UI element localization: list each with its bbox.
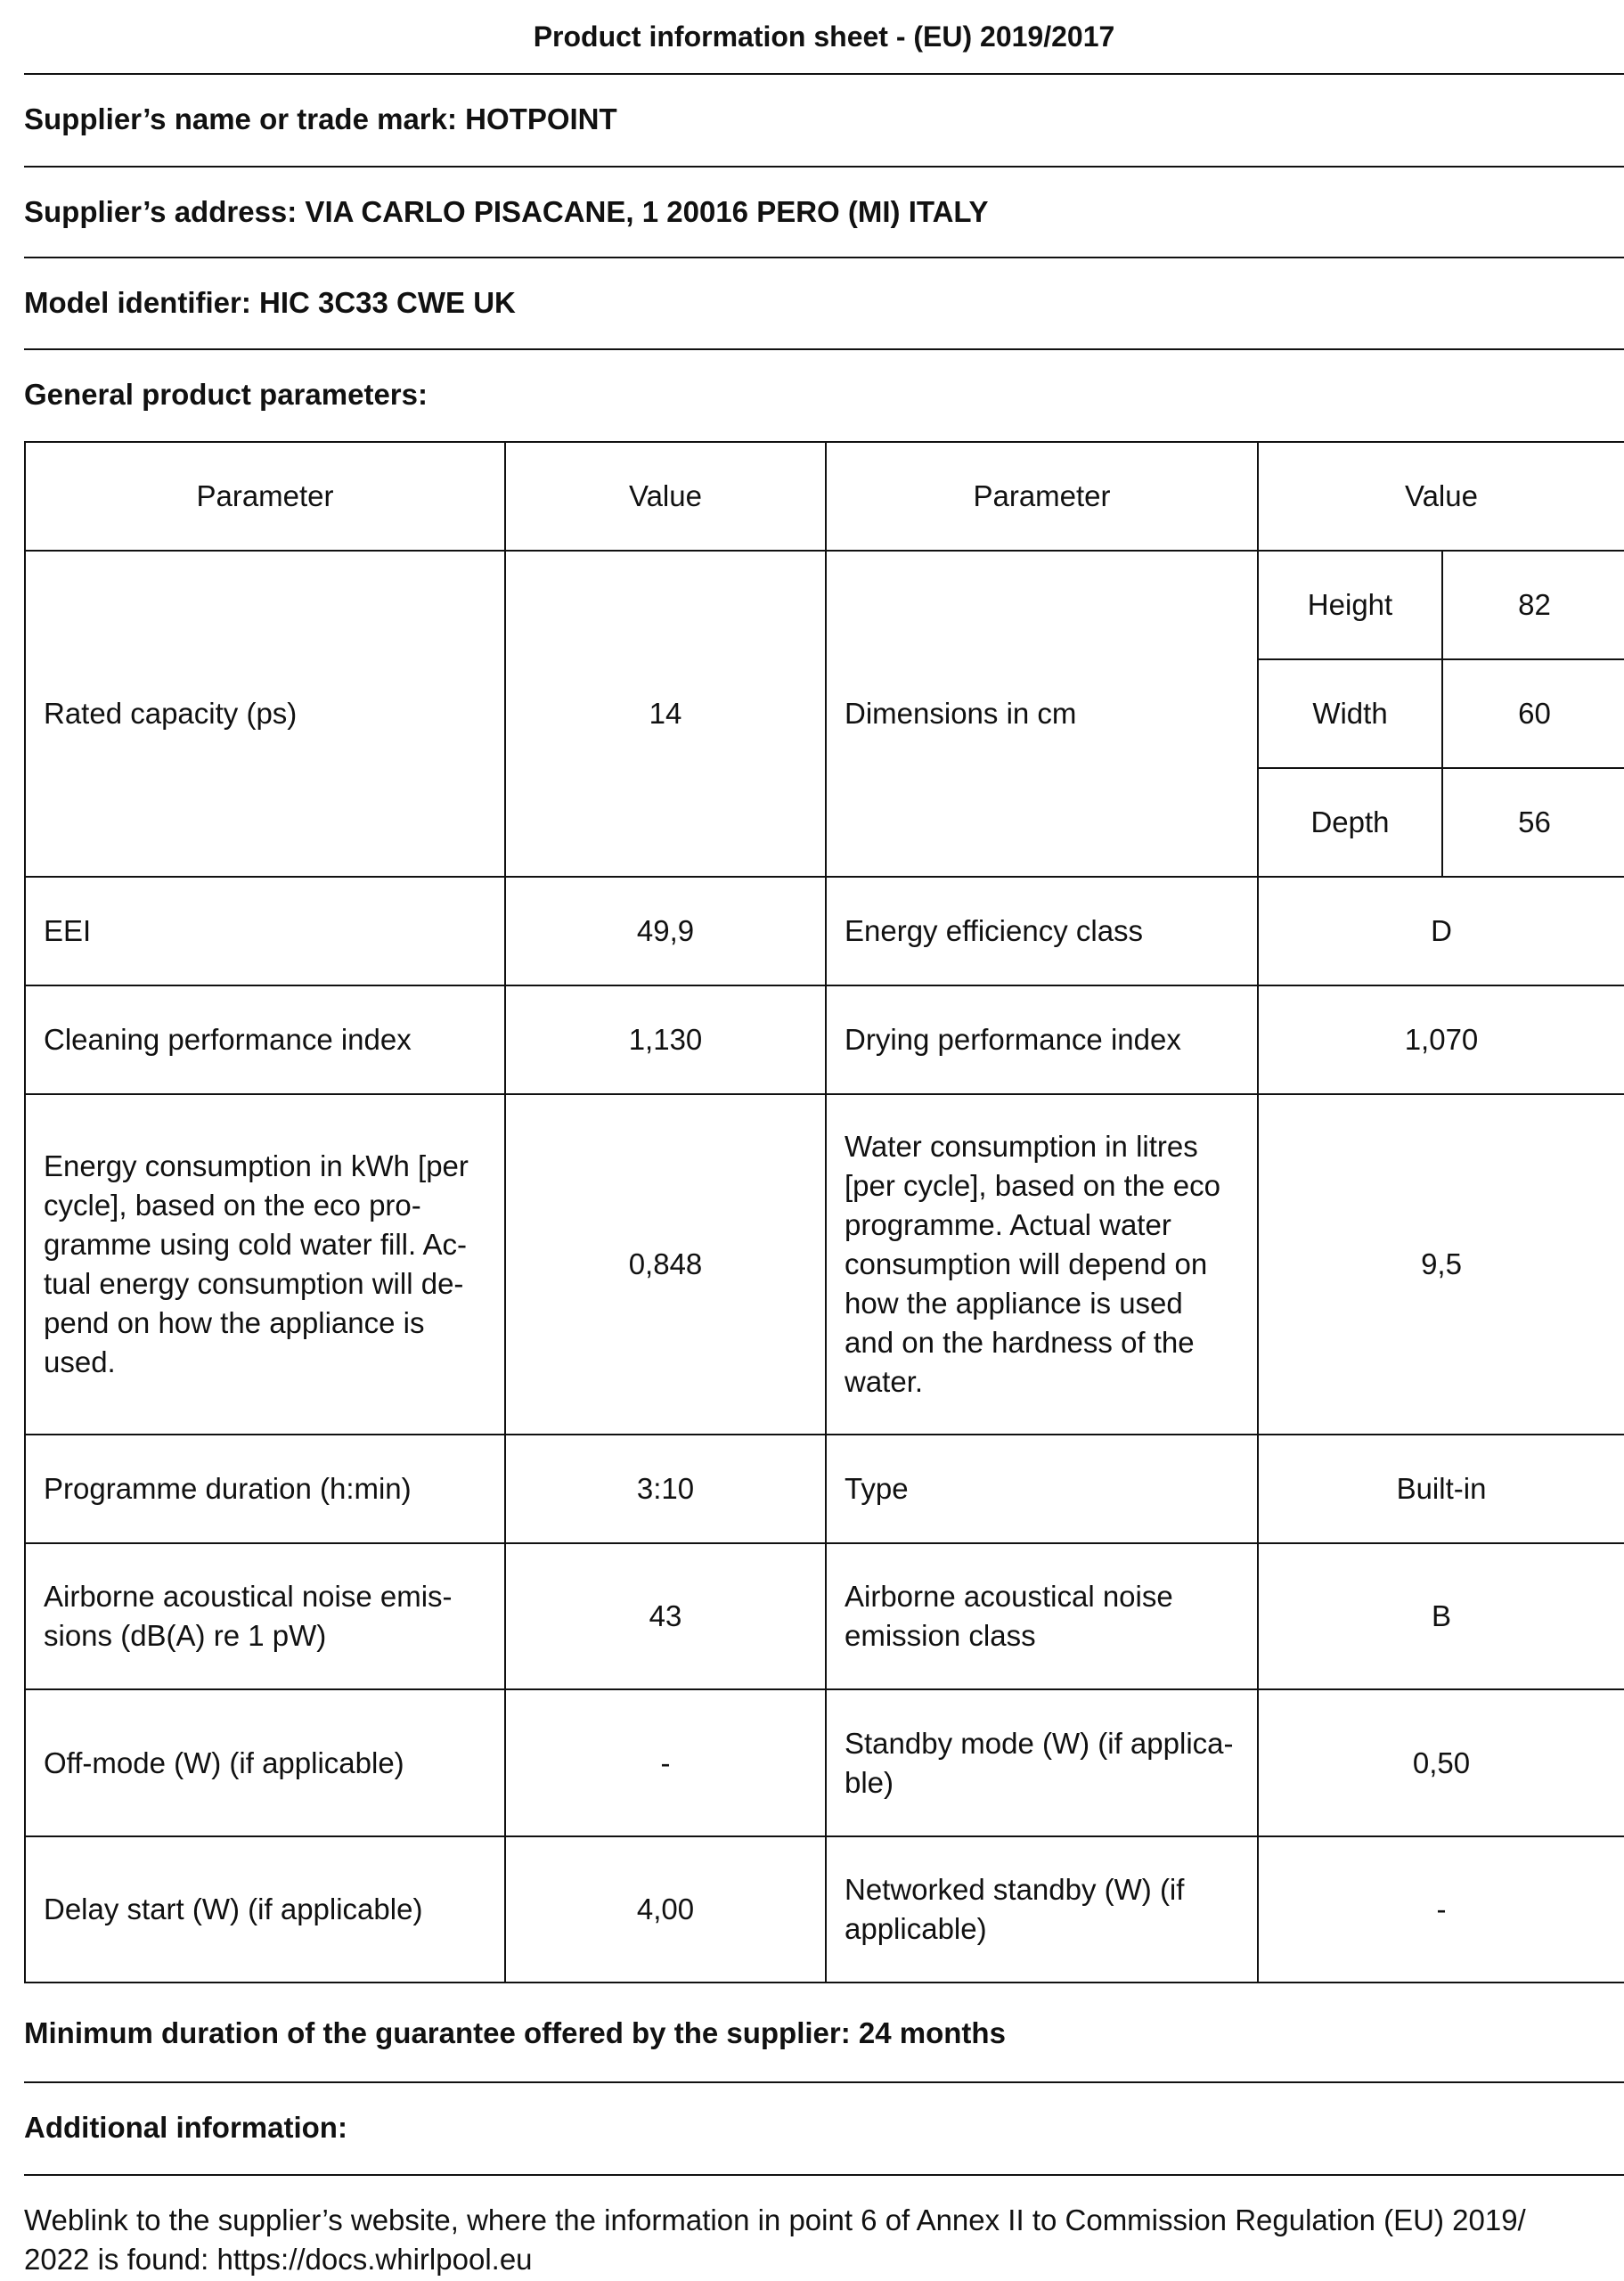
param-value: 0,848: [505, 1094, 826, 1435]
param-value: 1,130: [505, 985, 826, 1094]
model-identifier: Model identifier: HIC 3C33 CWE UK: [24, 286, 516, 319]
param-name: Energy efficiency class: [826, 877, 1258, 985]
param-value: 43: [505, 1543, 826, 1689]
guarantee-text: Minimum duration of the guarantee offered by the supplier: 24 months: [24, 2016, 1006, 2049]
weblink-text: Weblink to the supplier’s website, where the information in point 6 of Annex II to Commission Regulation (EU) 2019/ 2022 is found: https://docs.whirlpool.eu: [24, 2203, 1526, 2276]
param-value: 14: [505, 551, 826, 877]
dimension-value: 60: [1442, 659, 1624, 768]
param-name: Cleaning performance index: [25, 985, 505, 1094]
param-name: Type: [826, 1435, 1258, 1543]
dimensions-cell: [1258, 551, 1624, 877]
header-value: Value: [505, 442, 826, 551]
table-row: [25, 1094, 1624, 1435]
general-parameters-heading: General product parameters:: [24, 378, 428, 411]
table-row: [25, 1435, 1624, 1543]
param-value: Built-in: [1258, 1435, 1624, 1543]
dimension-row: [1259, 552, 1624, 659]
param-value: -: [505, 1689, 826, 1836]
param-name: Networked standby (W) (if applicable): [826, 1836, 1258, 1983]
table-row: [25, 1689, 1624, 1836]
param-value: 0,50: [1258, 1689, 1624, 1836]
param-name: EEI: [25, 877, 505, 985]
table-row: [25, 877, 1624, 985]
param-value: -: [1258, 1836, 1624, 1983]
param-name: Programme duration (h:min): [25, 1435, 505, 1543]
param-name: Delay start (W) (if applicable): [25, 1836, 505, 1983]
dimension-value: 82: [1518, 588, 1551, 621]
param-name: Drying performance index: [826, 985, 1258, 1094]
divider: [24, 2174, 1624, 2176]
param-name: Airborne acoustical noise emis-sions (dB(A) re 1 pW): [25, 1543, 505, 1689]
dimension-value: 56: [1442, 768, 1624, 876]
param-value: 3:10: [505, 1435, 826, 1543]
param-name: Off-mode (W) (if applicable): [25, 1689, 505, 1836]
supplier-name: Supplier’s name or trade mark: HOTPOINT: [24, 102, 617, 135]
param-name: Water consumption in litres [per cycle], based on the eco programme. Actual water consumption will depend on how the appliance is used and on the hardness of the water.: [826, 1094, 1258, 1435]
dimension-label: Height: [1259, 552, 1442, 659]
param-value: 4,00: [505, 1836, 826, 1983]
supplier-address: Supplier’s address: VIA CARLO PISACANE, 1 20016 PERO (MI) ITALY: [24, 195, 989, 228]
dimension-row: [1259, 659, 1624, 768]
param-value: D: [1258, 877, 1624, 985]
table-row: [25, 1543, 1624, 1689]
parameters-table: [24, 441, 1624, 1983]
param-value: 9,5: [1258, 1094, 1624, 1435]
header-value: Value: [1258, 442, 1624, 551]
table-row: [25, 1836, 1624, 1983]
param-name: Dimensions in cm: [826, 551, 1258, 877]
param-name: Standby mode (W) (if applica-ble): [826, 1689, 1258, 1836]
param-value: 1,070: [1258, 985, 1624, 1094]
param-name: Airborne acoustical noise emission class: [826, 1543, 1258, 1689]
param-value: 49,9: [505, 877, 826, 985]
table-row: [25, 551, 1624, 877]
header-parameter: Parameter: [25, 442, 505, 551]
param-name: Rated capacity (ps): [25, 551, 505, 877]
param-value: B: [1258, 1543, 1624, 1689]
dimension-label: Depth: [1259, 768, 1442, 876]
table-row: [25, 985, 1624, 1094]
dimension-row: [1259, 768, 1624, 876]
document-title: Product information sheet - (EU) 2019/2017: [533, 20, 1115, 53]
header-parameter: Parameter: [826, 442, 1258, 551]
table-header-row: [25, 442, 1624, 551]
dimension-label: Width: [1259, 659, 1442, 768]
dimensions-table: [1259, 552, 1624, 876]
param-name: Energy consumption in kWh [per cycle], based on the eco pro-gramme using cold water fill. Ac-tual energy consumption will de-pend on how the appliance is used.: [25, 1094, 505, 1435]
additional-information-heading: Additional information:: [24, 2111, 347, 2144]
